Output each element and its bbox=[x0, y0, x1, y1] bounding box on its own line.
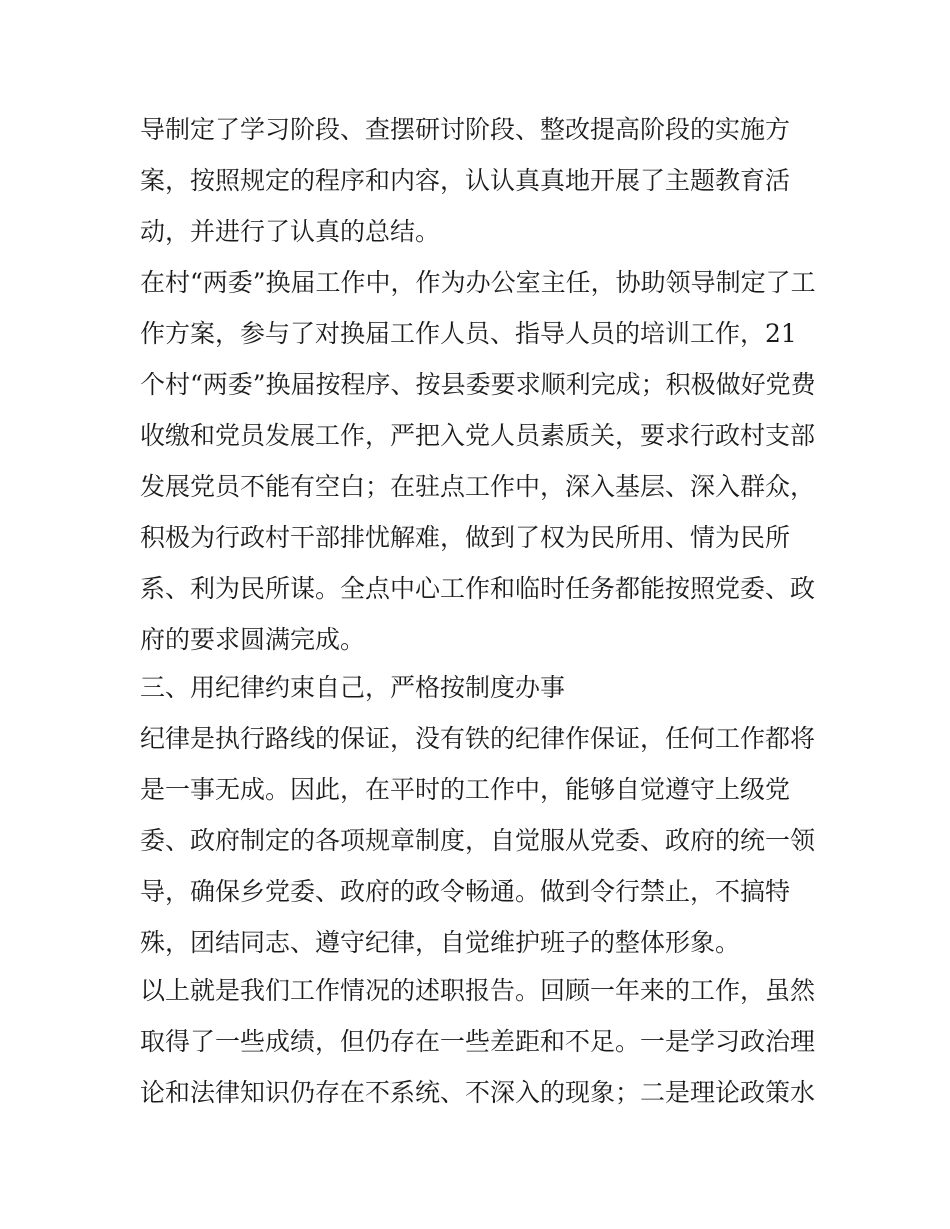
text-line-19: 取得了一些成绩，但仍存在一些差距和不足。一是学习政治理 bbox=[140, 1027, 816, 1056]
text-line-20: 论和法律知识仍存在不系统、不深入的现象；二是理论政策水 bbox=[140, 1078, 816, 1107]
text-line-8: 发展党员不能有空白；在驻点工作中，深入基层、深入群众， bbox=[140, 472, 816, 501]
text-line-13: 纪律是执行路线的保证，没有铁的纪律作保证，任何工作都将 bbox=[140, 724, 816, 753]
text-line-5: 作方案，参与了对换届工作人员、指导人员的培训工作，21 bbox=[140, 319, 797, 348]
text-line-2: 案，按照规定的程序和内容，认认真真地开展了主题教育活 bbox=[140, 166, 791, 195]
text-line-10: 系、利为民所谋。全点中心工作和临时任务都能按照党委、政 bbox=[140, 574, 816, 603]
text-line-17: 殊，团结同志、遵守纪律，自觉维护班子的整体形象。 bbox=[140, 928, 741, 957]
text-line-1: 导制定了学习阶段、查摆研讨阶段、整改提高阶段的实施方 bbox=[140, 115, 791, 144]
text-line-4: 在村“两委”换届工作中，作为办公室主任，协助领导制定了工 bbox=[140, 268, 816, 297]
section-heading: 三、用纪律约束自己，严格按制度办事 bbox=[140, 673, 566, 702]
text-line-16: 导，确保乡党委、政府的政令畅通。做到令行禁止，不搞特 bbox=[140, 877, 791, 906]
text-line-14: 是一事无成。因此，在平时的工作中，能够自觉遵守上级党 bbox=[140, 775, 791, 804]
text-line-18: 以上就是我们工作情况的述职报告。回顾一年来的工作，虽然 bbox=[140, 976, 816, 1005]
text-line-9: 积极为行政村干部排忧解难，做到了权为民所用、情为民所 bbox=[140, 523, 791, 552]
text-line-6: 个村“两委”换届按程序、按县委要求顺利完成；积极做好党费 bbox=[140, 370, 816, 399]
text-line-11: 府的要求圆满完成。 bbox=[140, 625, 366, 654]
text-line-15: 委、政府制定的各项规章制度，自觉服从党委、政府的统一领 bbox=[140, 826, 816, 855]
text-line-7: 收缴和党员发展工作，严把入党人员素质关，要求行政村支部 bbox=[140, 421, 816, 450]
text-line-3: 动，并进行了认真的总结。 bbox=[140, 217, 441, 246]
